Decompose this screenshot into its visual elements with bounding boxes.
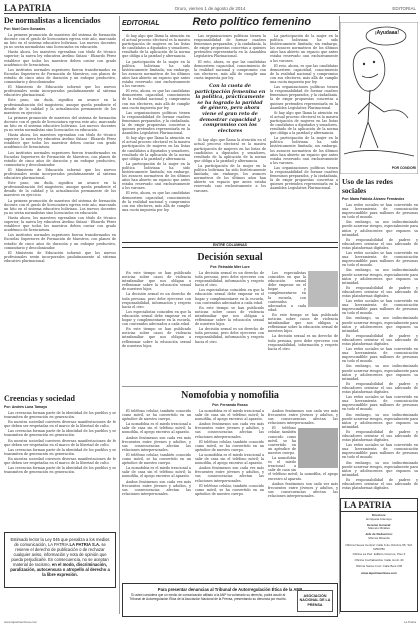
staff-name: Enriqueta Aramayo: [366, 516, 392, 521]
article-decision-sexual: [122, 252, 338, 384]
paragraph: El teléfono celular, también conocido como móvil, se ha convertido en un apéndice de nuestro cuerpo.: [268, 426, 296, 455]
article-redes-sociales: [342, 178, 418, 494]
editorial-label: EDITORIAL: [122, 20, 160, 27]
section-divider: [122, 386, 338, 387]
paragraph: Las organizaciones políticas tienen la responsabilidad de formar cuadros femeninos preparados, y la ciudadanía, la de exigir propuestas concretas a quienes pretenden representarla en la Asamblea Legislativa Plurinacional.: [194, 34, 266, 59]
column-divider: [119, 16, 120, 614]
notice-text: a los medios de comunicación, LA PATRIA: [14, 537, 110, 547]
paragraph: El reto, ahora, es que las candidatas demuestren capacidad, conocimiento de la realidad nacional y compromiso con sus electores, más allá de cumplir una cuota impuesta por ley.: [122, 89, 190, 110]
article-body: [342, 203, 418, 490]
paragraph: En este tiempo se han publicado noticias sobre casos de violencia intrafamiliar que nos obligan a reflexionar sobre la educación sexual de nuestros hijos.: [268, 312, 338, 334]
article-body: [4, 411, 116, 474]
article-body: [4, 33, 116, 263]
paragraph: La nomofobia es el miedo irracional a salir de casa sin el teléfono móvil; la nomofilia, el apego excesivo al aparato.: [195, 452, 264, 466]
paragraph: Las organizaciones políticas tienen la responsabilidad de formar cuadros femeninos preparados, y la ciudadanía, la de exigir propuestas concretas a quienes pretenden representarla en la Asamblea Legislativa Plurinacional.: [122, 110, 190, 136]
paragraph: Ambos fenómenos son cada vez más frecuentes entre jóvenes y adultos, y sus consecuencias afectan las relaciones interpersonales.: [195, 466, 264, 483]
article-byline: Por: Noel Coro Gonzales: [4, 27, 46, 31]
paragraph: La participación de la mujer en la política boliviana ha sido históricamente limitada; sin embargo, los avances normativos de los últimos años han abierto un espacio que antes estaba reservado casi exclusivamente a los varones.: [270, 136, 338, 165]
paragraph: Ambos fenómenos son cada vez más frecuentes entre jóvenes y adultos, y sus consecuencias afectan las relaciones interpersonales.: [268, 481, 338, 498]
paragraph: Las redes sociales se han convertido en una herramienta de comunicación imprescindible para millones de personas en todo el mundo.: [342, 443, 418, 460]
paragraph: Las redes sociales se han convertido en una herramienta de comunicación imprescindible para millones de personas en todo el mundo.: [342, 347, 418, 364]
paragraph: Los institutos normales superiores fueron transformados en Escuelas Superiores de Formación de Maestros, con planes de estudio de cinco años de duración y un enfoque productivo, comunitario y descolonizador.: [4, 67, 116, 85]
paragraph: Es responsabilidad de padres y educadores orientar el uso adecuado de estas plataformas digitales.: [342, 285, 418, 298]
office-address: Oficina Nueva Central: Calle 6 de Octubre 65, Telf. 5250780: [345, 542, 413, 551]
paragraph: El Ministerio de Educación informó que los nuevos profesionales serán incorporados paulatinamente al sistema educativo plurinacional.: [4, 167, 116, 181]
editorial-title: Reto político femenino: [192, 16, 312, 28]
author-photo: [308, 271, 338, 307]
notice-box: [4, 532, 116, 588]
cartoon-speech: ¡Ayudaaa!: [375, 30, 399, 36]
article-title: Uso de las redes sociales: [342, 178, 393, 195]
article-normalistas: [4, 16, 116, 392]
paragraph: La primera promoción de maestros del sistema de formación docente con el grado de licenciatura egresa este año, marcando un hito en el sistema educativo boliviano. Los nuevos docentes ya no serán normalistas sino licenciados en educación.: [4, 198, 116, 215]
page-footer: [4, 620, 416, 626]
section-name: EDITORIAL: [392, 5, 416, 11]
paragraph: En este tiempo se han publicado noticias sobre casos de violencia intrafamiliar que nos obligan a reflexionar sobre la educación sexual de nuestros hijos.: [122, 271, 191, 292]
paragraph: La decisión sexual es un derecho de toda persona, pero debe ejercerse con responsabilidad, información y respeto hacia el otro.: [268, 334, 338, 351]
paragraph: El reto, ahora, es que las candidatas demuestren capacidad, conocimiento de la realidad nacional y compromiso con sus electores, más allá de cumplir una cuota impuesta por ley.: [194, 59, 266, 80]
anp-logo-text: ASOCIACIÓN NACIONAL DE LA PRENSA: [299, 594, 331, 607]
paragraph: Sin embargo, su uso indiscriminado puede acarrear riesgos, especialmente para niños y adolescentes que exponen su intimidad.: [342, 460, 418, 477]
paragraph: Si hay algo que llama la atención en el actual proceso electoral es la masiva participación de mujeres en las listas de candidatos a diputados y senadores, resultado de la aplicación de la norma que obliga a la paridad y alternancia.: [194, 138, 266, 163]
paragraph: Sin embargo, su uso indiscriminado puede acarrear riesgos, especialmente para niños y adolescentes que exponen su intimidad.: [342, 220, 418, 237]
staff-role: Jefe de Redacción:: [365, 532, 393, 537]
paragraph: En este tiempo se han publicado noticias sobre casos de violencia intrafamiliar que nos obligan a reflexionar sobre la educación sexual de nuestros hijos.: [195, 305, 264, 327]
footer-brand: La Patria: [403, 620, 416, 624]
editorial-column-3: [270, 34, 338, 213]
article-byline: Por: Reinaldo Mier Lore: [210, 265, 250, 269]
paragraph: El Ministerio de Educación informó que los nuevos profesionales serán incorporados paulatinamente al sistema educativo plurinacional.: [4, 250, 116, 263]
paragraph: Los especialistas coinciden en que la educación sexual debe empezar en el hogar y complementarse en la escuela, con contenidos adecuados a cada edad.: [122, 309, 191, 327]
paragraph: El Ministerio de Educación informó que los nuevos profesionales serán incorporados paulatinamente al sistema educativo plurinacional.: [4, 85, 116, 98]
paragraph: La nomofobia es el miedo irracional a salir de casa sin el teléfono móvil; la nomofilia, el apego excesivo al aparato.: [268, 456, 338, 481]
masthead-logo: LA PATRIA: [341, 499, 417, 512]
paragraph: Si hay algo que llama la atención en el actual proceso electoral es la masiva participación de mujeres en las listas de candidatos a diputados y senadores, resultado de la aplicación de la norma que obliga a la paridad y alternancia.: [122, 136, 190, 161]
office-address: Oficina Cochabamba: Calle Junín 40: [354, 558, 404, 563]
paragraph: La nomofobia es el miedo irracional a salir de casa sin el teléfono móvil; la nomofilia, el apego excesivo al aparato.: [122, 466, 191, 479]
paragraph: Este paso, sin duda, significa un avance en la profesionalización del magisterio, aunque queda pendiente el desafío de la calidad y la actualización permanente de los maestros en ejercicio.: [4, 98, 116, 115]
paragraph: Las redes sociales se han convertido en una herramienta de comunicación imprescindible para millones de personas en todo el mundo.: [342, 299, 418, 316]
article-title: Decisión sexual: [197, 252, 263, 263]
website-link[interactable]: www.lapatriaenlinea.com: [361, 570, 397, 575]
editorial-column-1: [122, 34, 190, 213]
masthead-details: [341, 512, 417, 578]
article-byline: Por: Andrés Luna Tamayo: [4, 405, 48, 409]
staff-name: Marcelo Miralles: [368, 526, 390, 531]
paragraph: Las creencias forman parte de la identidad de los pueblos y se transmiten de generación en generación.: [4, 411, 116, 420]
paragraph: El teléfono celular, también conocido como móvil, se ha convertido en un apéndice de nuestro cuerpo.: [122, 452, 191, 466]
paragraph: En este tiempo se han publicado noticias sobre casos de violencia intrafamiliar que nos obligan a reflexionar sobre la educación sexual de nuestros hijos.: [122, 327, 191, 348]
paragraph: El teléfono celular, también conocido como móvil, se ha convertido en un apéndice de nuestro cuerpo.: [195, 439, 264, 452]
paragraph: El reto, ahora, es que las candidatas demuestren capacidad, conocimiento de la realidad nacional y compromiso con sus electores, más allá de cumplir una cuota impuesta por ley.: [270, 63, 338, 85]
issue-date: Oruro, viernes 1 de agosto de 2014: [174, 5, 246, 11]
newspaper-logo: LA PATRIA: [4, 3, 52, 13]
paragraph: La decisión sexual es un derecho de toda persona, pero debe ejercerse con responsabilidad, información y respeto hacia el otro.: [195, 271, 264, 288]
paragraph: Los especialistas coinciden en que la educación sexual debe empezar en el hogar y complementarse en la escuela, con contenidos adecuados a cada edad.: [268, 271, 306, 312]
editorial-pullquote: Con la cuota de participación femenina en la política, prácticamente se ha logrado la paridad de género, pero ahora viene el gran reto de demostrar capacidad y compromiso con los electores: [194, 83, 266, 134]
paragraph: En nuestra sociedad conviven diversas manifestaciones de fe que deben ser respetadas en el marco de la libertad de culto.: [4, 420, 116, 429]
office-address: Oficina Santa Cruz: Calle Beni 246: [355, 563, 403, 568]
article-byline: Por: Fernando Rosso: [212, 403, 248, 407]
paragraph: La decisión sexual es un derecho de toda persona, pero debe ejercerse con responsabilidad, información y respeto hacia el otro.: [195, 327, 264, 344]
paragraph: La participación de la mujer en la política boliviana ha sido históricamente limitada; sin embargo, los avances normativos de los últimos años han abierto un espacio que antes estaba reservado casi exclusivamente a los varones.: [270, 34, 338, 63]
paragraph: Los institutos normales superiores fueron transformados en Escuelas Superiores de Formación de Maestros, con planes de estudio de cinco años de duración y un enfoque productivo, comunitario y descolonizador.: [4, 233, 116, 250]
paragraph: Ambos fenómenos son cada vez más frecuentes entre jóvenes y adultos, y sus consecuencias afectan las relaciones interpersonales.: [195, 422, 264, 439]
paragraph: La primera promoción de maestros del sistema de formación docente con el grado de licenciatura egresa este año, marcando un hito en el sistema educativo boliviano. Los nuevos docentes ya no serán normalistas sino licenciados en educación.: [4, 115, 116, 133]
article-byline: Por: María Fabiola Álvarez Fernández: [342, 197, 405, 201]
paragraph: Las creencias forman parte de la identidad de los pueblos y se transmiten de generación en generación.: [4, 466, 116, 475]
article-title: Nomofobia y nomofilia: [181, 390, 279, 401]
editorial-column-2: [194, 34, 266, 213]
paragraph: Ambos fenómenos son cada vez más frecuentes entre jóvenes y adultos, y sus consecuencias afectan las relaciones interpersonales.: [122, 479, 191, 496]
paragraph: La participación de la mujer en la política boliviana ha sido históricamente limitada; sin embargo, los avances normativos de los últimos años han abierto un espacio que antes estaba reservado casi exclusivamente a los varones.: [122, 59, 190, 89]
paragraph: Hasta ahora, los maestros egresaban con título de técnico superior; la nueva ley educativa Avelino Siñani - Elizardo Pérez establece que todos los maestros deben contar con grado académico de licenciatura.: [4, 50, 116, 67]
notice-text: se reserve el derecho de publicación o de rechazar cualquier aviso, información y nota de opinión que pueda perjudicarle. En consecuencia, no se aceptan material de racismo,: [11, 542, 109, 567]
article-title: De normalistas a licenciados: [4, 16, 101, 25]
article-nomofobia: [122, 390, 338, 580]
paragraph: Los especialistas coinciden en que la educación sexual debe empezar en el hogar y complementarse en la escuela, con contenidos adecuados a cada edad.: [195, 288, 264, 305]
paragraph: El teléfono celular, también conocido como móvil, se ha convertido en un apéndice de nuestro cuerpo.: [195, 483, 264, 496]
staff-role: Directora:: [371, 513, 387, 517]
paragraph: El teléfono celular, también conocido como móvil, se ha convertido en un apéndice de nuestro cuerpo.: [122, 409, 191, 422]
paragraph: La participación de la mujer en la política boliviana ha sido históricamente limitada; sin embargo, los avances normativos de los últimos años han abierto un espacio que antes estaba reservado casi exclusivamente a los varones.: [122, 161, 190, 191]
cartoon-credit: POR CONDORI: [391, 166, 416, 170]
paragraph: Hasta ahora, los maestros egresaban con título de técnico superior; la nueva ley educativa Avelino Siñani - Elizardo Pérez establece que todos los maestros deben contar con grado académico de licenciatura.: [4, 215, 116, 233]
paragraph: La nomofobia es el miedo irracional a salir de casa sin el teléfono móvil; la nomofilia, el apego excesivo al aparato.: [122, 422, 191, 435]
editorial-section: [122, 16, 338, 240]
paragraph: Es responsabilidad de padres y educadores orientar el uso adecuado de estas plataformas digitales.: [342, 477, 418, 491]
masthead-box: [340, 498, 418, 612]
article-creencias: [4, 394, 116, 528]
page-header: [4, 3, 416, 14]
paragraph: La nomofobia es el miedo irracional a salir de casa sin el teléfono móvil; la nomofilia, el apego excesivo al aparato.: [195, 409, 264, 422]
paragraph: Sin embargo, su uso indiscriminado puede acarrear riesgos, especialmente para niños y adolescentes que exponen su intimidad.: [342, 268, 418, 285]
staff-name: Mónica Miranda: [368, 535, 390, 540]
editorial-cartoon: [340, 22, 418, 174]
paragraph: En nuestra sociedad conviven diversas manifestaciones de fe que deben ser respetadas en el marco de la libertad de culto.: [4, 456, 116, 466]
anp-notice-ad: [122, 583, 338, 617]
paragraph: Los institutos normales superiores fueron transformados en Escuelas Superiores de Formación de Maestros, con planes de estudio de cinco años de duración y un enfoque productivo, comunitario y descolonizador.: [4, 150, 116, 167]
paragraph: Las creencias forman parte de la identidad de los pueblos y se transmiten de generación en generación.: [4, 429, 116, 438]
paragraph: Si hay algo que llama la atención en el actual proceso electoral es la masiva participación de mujeres en las listas de candidatos a diputados y senadores, resultado de la aplicación de la norma que obliga a la paridad y alternancia.: [122, 34, 190, 59]
paragraph: Es responsabilidad de padres y educadores orientar el uso adecuado de estas plataformas digitales.: [342, 381, 418, 395]
paragraph: Es responsabilidad de padres y educadores orientar el uso adecuado de estas plataformas digitales.: [342, 333, 418, 346]
paragraph: En nuestra sociedad conviven diversas manifestaciones de fe que deben ser respetadas en el marco de la libertad de culto.: [4, 438, 116, 447]
paragraph: Las organizaciones políticas tienen la responsabilidad de formar cuadros femeninos preparados, y la ciudadanía, la de exigir propuestas concretas a quienes pretenden representarla en la Asamblea Legislativa Plurinacional.: [270, 85, 338, 110]
office-address: Oficina La Paz: Edificio Cosmos, Piso 6: [352, 552, 406, 557]
notice-brand: LA PATRIA S.A.: [69, 542, 101, 547]
ad-text: Si usted considera que un medio de comunicación afiliado a la ANP ha vulnerado su derecho, podrá acudir al Tribunal de Autorregulación Ética de la Asociación Nacional de la Prensa, presentando su denuncia por escrito.: [129, 593, 287, 601]
cartoon-drawing: [340, 22, 418, 174]
paragraph: La primera promoción de maestros del sistema de formación docente con el grado de licenciatura egresa este año, marcando un hito en el sistema educativo boliviano. Los nuevos docentes ya no serán normalistas sino licenciados en educación.: [4, 33, 116, 50]
paragraph: Es responsabilidad de padres y educadores orientar el uso adecuado de estas plataformas digitales.: [342, 429, 418, 443]
ad-title: Para presentar denuncias al Tribunal de Autorregulación Ética de la ANP: [157, 587, 303, 592]
article-title: Creencias y sociedad: [4, 394, 75, 403]
staff-role: Gerente General:: [366, 522, 392, 527]
column-section-bar: ENTRE COLUMNAS: [122, 242, 338, 248]
paragraph: Este paso, sin duda, significa un avance en la profesionalización del magisterio, aunque queda pendiente el desafío de la calidad y la actualización permanente de los maestros en ejercicio.: [4, 181, 116, 198]
paragraph: Si hay algo que llama la atención en el actual proceso electoral es la masiva participación de mujeres en las listas de candidatos a diputados y senadores, resultado de la aplicación de la norma que obliga a la paridad y alternancia.: [270, 110, 338, 136]
author-photo: [298, 428, 338, 468]
notice-emphasis: en el modo, discriminación, paralización, autocensura o atropello al derecho a la libre expresión.: [10, 562, 110, 577]
paragraph: Las redes sociales se han convertido en una herramienta de comunicación imprescindible para millones de personas en todo el mundo.: [342, 251, 418, 268]
paragraph: Sin embargo, su uso indiscriminado puede acarrear riesgos, especialmente para niños y adolescentes que exponen su intimidad.: [342, 364, 418, 381]
notice-text: Estimado lector la Ley 045 que penaliza: [10, 537, 85, 542]
paragraph: La participación de la mujer en la política boliviana ha sido históricamente limitada; sin embargo, los avances normativos de los últimos años han abierto un espacio que antes estaba reservado casi exclusivamente a los varones.: [194, 163, 266, 193]
anp-logo: [297, 590, 333, 612]
paragraph: Ambos fenómenos son cada vez más frecuentes entre jóvenes y adultos, y sus consecuencias afectan las relaciones interpersonales.: [122, 435, 191, 452]
footer-url[interactable]: www.lapatriaenlinea.com: [4, 620, 38, 624]
paragraph: Sin embargo, su uso indiscriminado puede acarrear riesgos, especialmente para niños y adolescentes que exponen su intimidad.: [342, 316, 418, 333]
paragraph: Sin embargo, su uso indiscriminado puede acarrear riesgos, especialmente para niños y adolescentes que exponen su intimidad.: [342, 412, 418, 429]
paragraph: Ambos fenómenos son cada vez más frecuentes entre jóvenes y adultos, y sus consecuencias afectan las relaciones interpersonales.: [268, 409, 338, 426]
paragraph: El reto, ahora, es que las candidatas demuestren capacidad, conocimiento de la realidad nacional y compromiso con sus electores, más allá de cumplir una cuota impuesta por ley.: [122, 191, 190, 212]
paragraph: Es responsabilidad de padres y educadores orientar el uso adecuado de estas plataformas digitales.: [342, 237, 418, 250]
paragraph: La decisión sexual es un derecho de toda persona, pero debe ejercerse con responsabilidad, información y respeto hacia el otro.: [122, 292, 191, 309]
paragraph: Las redes sociales se han convertido en una herramienta de comunicación imprescindible para millones de personas en todo el mundo.: [342, 203, 418, 220]
paragraph: Hasta ahora, los maestros egresaban con título de técnico superior; la nueva ley educativa Avelino Siñani - Elizardo Pérez establece que todos los maestros deben contar con grado académico de licenciatura.: [4, 133, 116, 150]
paragraph: Las creencias forman parte de la identidad de los pueblos y se transmiten de generación en generación.: [4, 447, 116, 456]
paragraph: Las organizaciones políticas tienen la responsabilidad de formar cuadros femeninos preparados, y la ciudadanía, la de exigir propuestas concretas a quienes pretenden representarla en la Asamblea Legislativa Plurinacional.: [270, 165, 338, 191]
paragraph: Las redes sociales se han convertido en una herramienta de comunicación imprescindible para millones de personas en todo el mundo.: [342, 395, 418, 412]
